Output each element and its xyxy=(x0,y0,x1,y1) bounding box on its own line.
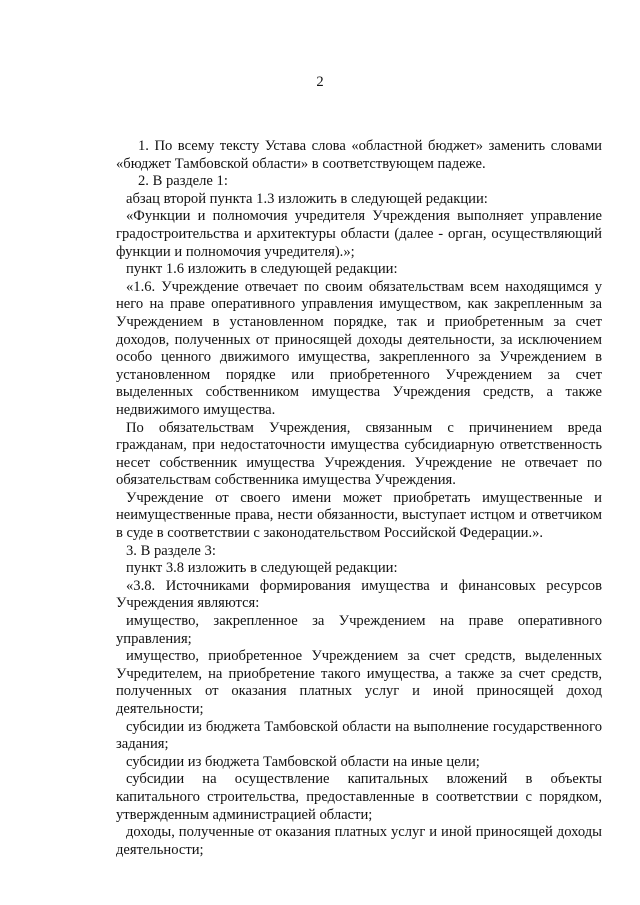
paragraph-source-acquired: имущество, приобретенное Учреждением за счет средств, выделенных Учредителем, на приобретение такого имущества, а также за счет средств, полученных от оказания платных услуг и иной приносящей доход деятельности; xyxy=(116,648,602,717)
paragraph-rights: Учреждение от своего имени может приобретать имущественные и неимущественные права, нести обязанности, выступает истцом и ответчиком в суде в соответствии с законодательством Российской Федерации.». xyxy=(116,489,602,542)
paragraph-clause-1-3-text: «Функции и полномочия учредителя Учреждения выполняет управление градостроительства и архитектуры области (далее - орган, осуществляющий функции и полномочия учредителя).»; xyxy=(116,208,602,260)
page-number: 2 xyxy=(316,74,324,90)
paragraph-liability: По обязательствам Учреждения, связанным с причинением вреда гражданам, при недостаточности имущества субсидиарную ответственность несет собственник имущества Учреждения. Учреждение не отвечает по обязательствам собственника имущества Учреждения. xyxy=(116,419,602,489)
paragraph-clause-1-6-intro: пункт 1.6 изложить в следующей редакции: xyxy=(126,261,398,278)
paragraph-clause-3-8-text: «3.8. Источниками формирования имущества и финансовых ресурсов Учреждения являются: xyxy=(116,577,602,612)
paragraph-clause-3-8-intro: пункт 3.8 изложить в следующей редакции: xyxy=(126,560,398,577)
paragraph-source-income: доходы, полученные от оказания платных услуг и иной приносящей доходы деятельности; xyxy=(116,824,602,858)
document-body xyxy=(116,138,602,859)
paragraph-source-subsidy-other: субсидии из бюджета Тамбовской области на иные цели; xyxy=(126,753,480,770)
paragraph-clause-1-3-intro: абзац второй пункта 1.3 изложить в следующей редакции: xyxy=(126,190,488,207)
paragraph-clause-1-6-text: «1.6. Учреждение отвечает по своим обязательствам всем находящимся у него на праве оперативного управления имуществом, как закрепленным за Учреждением в установленном порядке, так и приобретенным за счет доходов, полученных от приносящей доходы деятельности, за исключением особо ценного движимого имущества, закрепленного за Учреждением в установленном порядке или приобретенного Учреждением за счет выделенных собственником имущества Учреждения средств, а также недвижимого имущества. xyxy=(116,278,602,418)
paragraph-section-3-heading: 3. В разделе 3: xyxy=(126,542,216,559)
paragraph-item-1: 1. По всему тексту Устава слова «областной бюджет» заменить словами «бюджет Тамбовской области» в соответствующем падеже. xyxy=(116,138,602,172)
paragraph-section-1-heading: 2. В разделе 1: xyxy=(138,173,228,190)
paragraph-source-subsidy-task: субсидии из бюджета Тамбовской области на выполнение государственного задания; xyxy=(116,718,602,753)
paragraph-source-subsidy-capital: субсидии на осуществление капитальных вложений в объекты капитального строительства, предоставленные в соответствии с порядком, утвержденным администрацией области; xyxy=(116,771,602,823)
paragraph-source-property: имущество, закрепленное за Учреждением на праве оперативного управления; xyxy=(116,613,602,647)
